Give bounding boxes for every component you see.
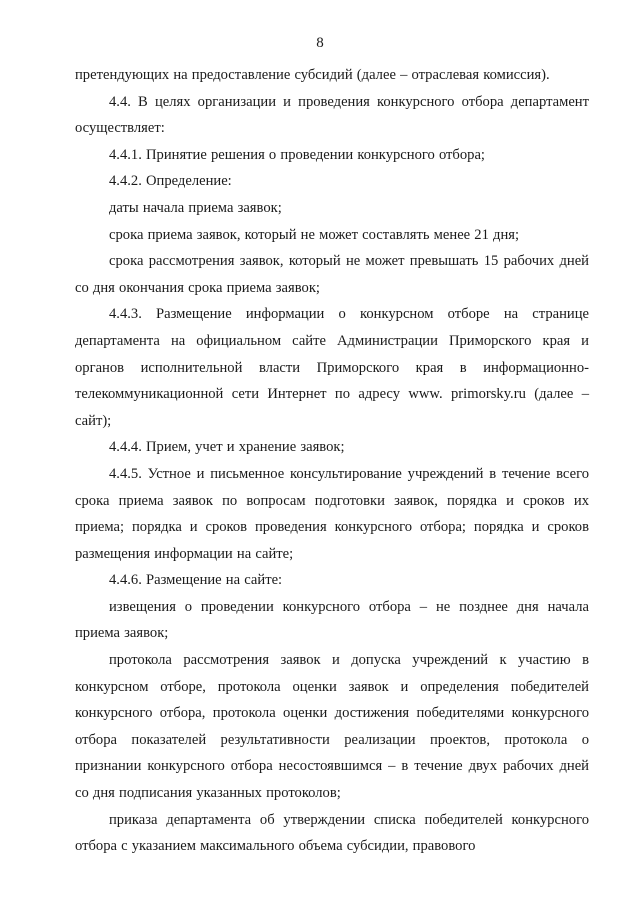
paragraph: приказа департамента об утверждении списка победителей конкурсного отбора с указанием максимального объема субсидии, правового (75, 811, 589, 855)
page-number: 8 (316, 35, 324, 51)
paragraph: срока приема заявок, который не может составлять менее 21 дня; (109, 226, 520, 243)
paragraph: 4.4.5. Устное и письменное консультирование учреждений в течение всего срока приема заявок по вопросам подготовки заявок, порядка и сроков их приема; порядка и сроков проведения конкурсного отбора; порядка и сроков размещения информации на сайте; (75, 465, 589, 562)
paragraph: претендующих на предоставление субсидий (далее – отраслевая комиссия). (75, 67, 550, 83)
paragraph: 4.4.4. Прием, учет и хранение заявок; (109, 439, 345, 456)
paragraph: даты начала приема заявок; (109, 199, 282, 216)
paragraph: протокола рассмотрения заявок и допуска учреждений к участию в конкурсном отборе, протокола оценки заявок и определения победителей конкурсного отбора, протокола оценки достижения победителями конкурсного отбора показателей результативности реализации проектов, протокола о признании конкурсного отбора несостоявшимся – в течение двух рабочих дней со дня подписания указанных протоколов; (75, 652, 589, 802)
paragraph: 4.4.2. Определение: (109, 173, 232, 190)
document-body (75, 62, 589, 860)
paragraph: 4.4. В целях организации и проведения конкурсного отбора департамент осуществляет: (75, 93, 589, 137)
paragraph: 4.4.1. Принятие решения о проведении конкурсного отбора; (109, 146, 485, 163)
paragraph: 4.4.3. Размещение информации о конкурсном отборе на странице департамента на официальном сайте Администрации Приморского края и органов исполнительной власти Приморского края в информационно-телекоммуникационной сети Интернет по адресу www. primorsky.ru (далее – сайт); (75, 306, 589, 429)
paragraph: 4.4.6. Размещение на сайте: (109, 572, 283, 589)
paragraph: срока рассмотрения заявок, который не может превышать 15 рабочих дней со дня окончания срока приема заявок; (75, 253, 589, 296)
paragraph: извещения о проведении конкурсного отбора – не позднее дня начала приема заявок; (75, 598, 589, 642)
